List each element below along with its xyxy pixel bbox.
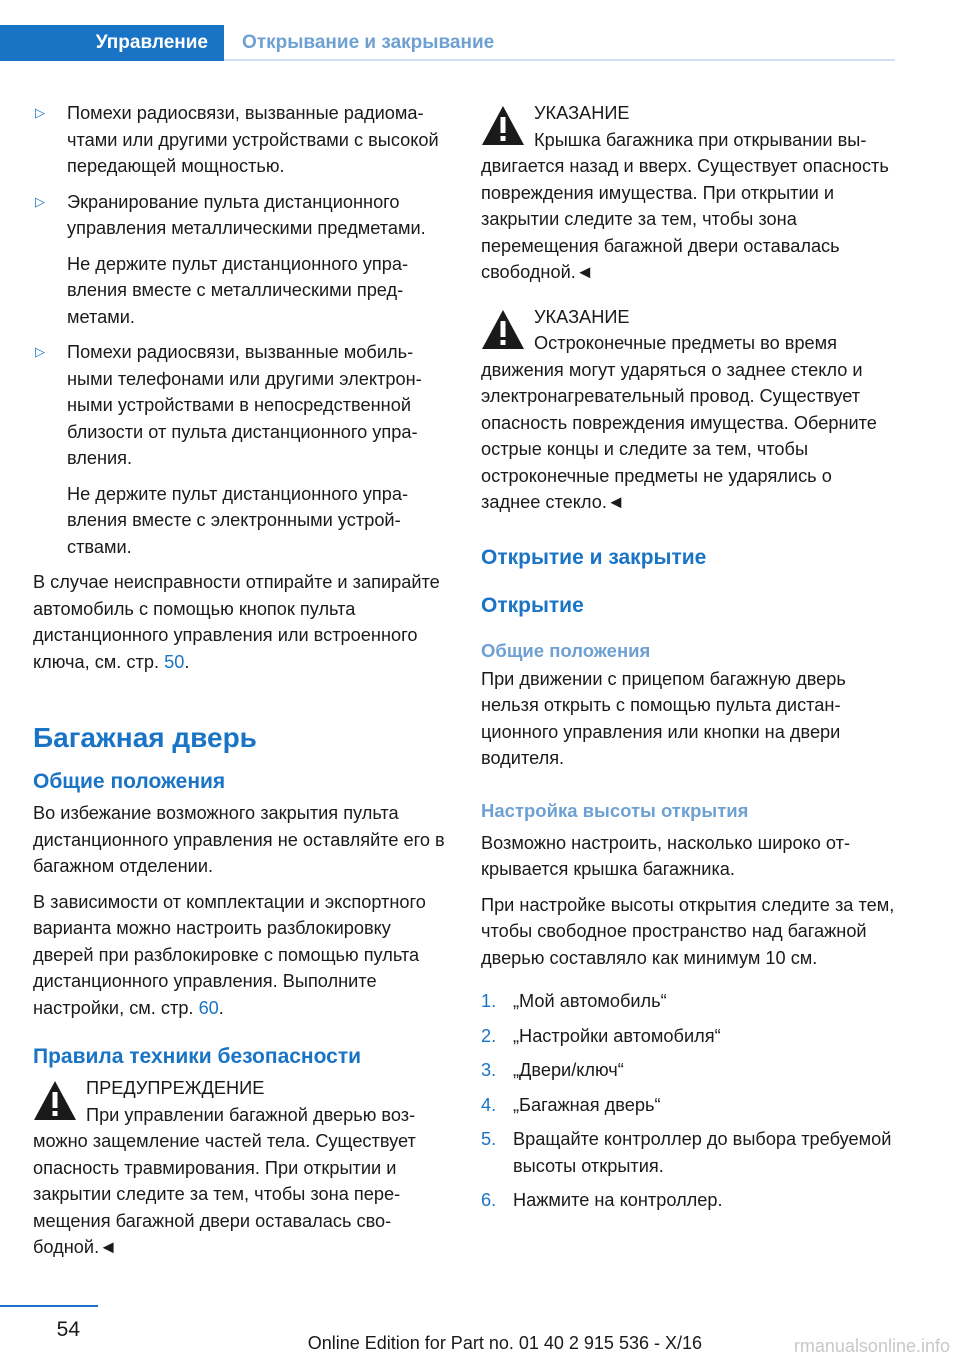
steps-list [481, 988, 896, 1214]
note-title: УКАЗАНИЕ [534, 103, 630, 123]
list-item [481, 1187, 896, 1214]
page-number: 54 [56, 1318, 80, 1341]
paragraph: В зависимости от комплектации и экспортного варианта можно настроить разблокировку дверей при разблокировке с помощью пульта дистанционного управления. Выполните настройки, см. стр. 60. [33, 891, 426, 1018]
list-item [33, 339, 451, 560]
footer-rule [0, 1305, 98, 1307]
list-item [481, 1023, 896, 1050]
subsection-heading: Открытие [481, 593, 584, 617]
bullet-text: Экранирование пульта дистанционного управления металлическими предметами. [67, 191, 426, 238]
paragraph: В случае неисправности отпирайте и запирайте автомобиль с помощью кнопок пульта дистанционного управления или встроенного ключа, см. стр. 50. [33, 572, 440, 672]
note-block [481, 100, 896, 286]
edition-note: Online Edition for Part no. 01 40 2 915 536 - X/16 [307, 1333, 702, 1353]
note-text: Остроконечные предметы во время движения могут ударяться о заднее стекло и электронагревательный провод. Существует опасность повреждения имущества. Оберните острые концы и следите за тем, чтобы остроконечные предметы не ударялись о заднее стекло.◄ [481, 333, 877, 512]
left-column [33, 100, 451, 1279]
list-item [481, 1092, 896, 1119]
bullet-text: Не держите пульт дистанционного управления вместе с электронными устройствами. [67, 483, 409, 557]
step-text: „Мой автомобиль“ [513, 991, 667, 1011]
triangle-bullet-icon: ▷ [35, 193, 45, 209]
warning-triangle-icon [481, 104, 525, 148]
watermark: rmanualsonline.info [793, 1336, 950, 1356]
step-text: „Двери/ключ“ [513, 1060, 624, 1080]
paragraph: При движении с прицепом багажную дверь нельзя открыть с помощью пульта дистанционного управления или кнопки на двери водителя. [481, 668, 846, 768]
note-text: Крышка багажника при открывании выдвигается назад и вверх. Существует опасность повреждения имущества. При открытии и закрытии следите за тем, чтобы зона перемещения багажной двери оставалась свободной.◄ [481, 129, 889, 282]
step-number: 2. [481, 1025, 497, 1046]
warning-text: При управлении багажной дверью возможно защемление частей тела. Существует опасность травмирования. При открытии и закрытии следите за тем, чтобы зона перемещения багажной двери оставалась свободной.◄ [33, 1104, 416, 1257]
step-text: „Настройки автомобиля“ [513, 1025, 721, 1046]
section-tab: Управление [0, 25, 224, 61]
list-item [33, 100, 451, 180]
step-number: 6. [481, 1190, 497, 1210]
triangle-bullet-icon: ▷ [35, 344, 45, 359]
note-title: УКАЗАНИЕ [534, 306, 630, 327]
warning-triangle-icon [481, 308, 525, 352]
subsection-tab: Открывание и закрывание [242, 32, 495, 53]
subsection-heading: Открытие и закрытие [481, 545, 707, 569]
step-number: 3. [481, 1060, 497, 1080]
page-header [0, 25, 895, 63]
bullet-text: Помехи радиосвязи, вызванные мобильными телефонами или другими электронными устройствами в непосредственной близости от пульта дистанционного управления. [67, 342, 422, 468]
step-text: Вращайте контроллер до выбора требуемой высоты открытия. [513, 1129, 892, 1176]
paragraph: Во избежание возможного закрытия пульта дистанционного управления не оставляйте его в багажном отделении. [33, 803, 445, 876]
list-item [481, 1057, 896, 1084]
step-text: Нажмите на контроллер. [513, 1190, 723, 1210]
paragraph: При настройке высоты открытия следите за тем, чтобы свободное пространство над багажной дверью составляло как минимум 10 см. [481, 894, 895, 968]
header-rule [224, 59, 895, 61]
list-item [33, 189, 451, 331]
page-link[interactable]: 60 [198, 997, 219, 1018]
minor-heading: Настройка высоты открытия [481, 799, 749, 821]
warning-title: ПРЕДУПРЕЖДЕНИЕ [86, 1078, 265, 1098]
paragraph: Возможно настроить, насколько широко открывается крышка багажника. [481, 832, 851, 879]
triangle-bullet-icon: ▷ [35, 105, 45, 120]
list-item [481, 1126, 896, 1179]
list-item [481, 988, 896, 1015]
step-text: „Багажная дверь“ [513, 1094, 661, 1115]
note-block [481, 304, 896, 516]
warning-triangle-icon [33, 1079, 77, 1123]
minor-heading: Общие положения [481, 639, 651, 661]
step-number: 5. [481, 1129, 497, 1149]
right-column [481, 100, 896, 1222]
page-link[interactable]: 50 [164, 651, 185, 672]
warning-block [33, 1075, 451, 1261]
section-heading: Багажная дверь [33, 722, 257, 753]
step-number: 4. [481, 1094, 497, 1115]
step-number: 1. [481, 991, 497, 1011]
bullet-text: Не держите пульт дистанционного управления вместе с металлическими предметами. [67, 253, 409, 327]
subsection-heading: Общие положения [33, 770, 226, 793]
subsection-heading: Правила техники безопасности [33, 1045, 362, 1068]
bullet-text: Помехи радиосвязи, вызванные радиомачтами или другими устройствами с высокой передающей мощностью. [67, 103, 439, 176]
